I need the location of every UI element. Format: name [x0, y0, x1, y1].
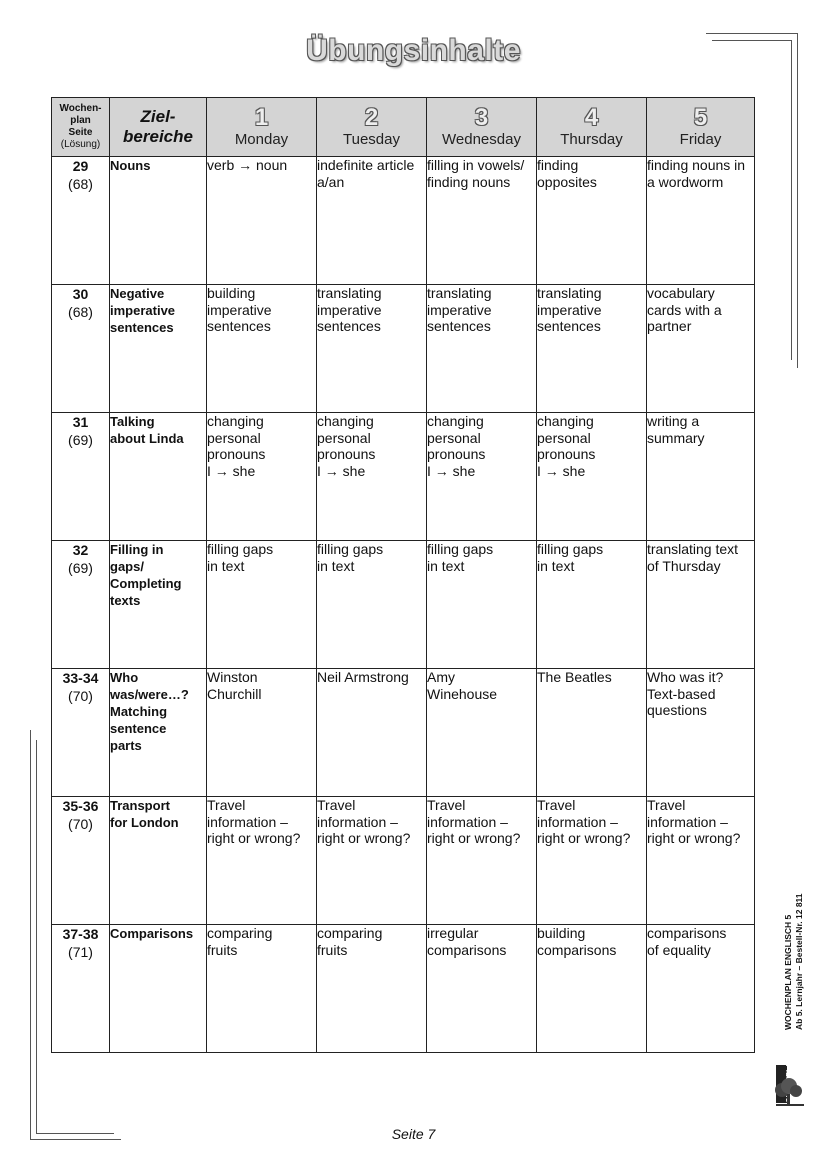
task-cell-day-5: [647, 413, 755, 541]
task-line: vocabulary: [647, 285, 715, 301]
target-area-line: Matching: [110, 704, 168, 719]
task-line: comparisons: [427, 941, 507, 958]
task-line: Churchill: [207, 685, 262, 702]
task-line: comparing: [317, 925, 383, 941]
task-line: I → she: [207, 462, 256, 479]
target-area-line: gaps/: [110, 559, 144, 574]
task-line: a wordworm: [647, 173, 724, 190]
plan-page-cell: [52, 285, 110, 413]
day-number: 5: [693, 104, 708, 131]
task-cell-day-3: [427, 669, 537, 797]
plan-page-cell: [52, 157, 110, 285]
table-row: [52, 797, 755, 925]
task-cell-day-2: [317, 797, 427, 925]
target-area-line: texts: [110, 593, 141, 608]
header-line: Wochen-: [59, 103, 102, 114]
plan-page-number: 32: [72, 542, 89, 558]
target-area-line: Comparisons: [110, 926, 194, 941]
task-cell-day-4: [537, 413, 647, 541]
task-line: comparisons: [647, 925, 727, 941]
task-line: comparisons: [537, 941, 617, 958]
task-cell-day-1: [207, 925, 317, 1053]
task-line: personal: [207, 429, 261, 446]
task-line: filling gaps: [317, 541, 384, 557]
day-name: Thursday: [560, 131, 623, 148]
header-plan-page: [52, 98, 110, 157]
task-cell-day-4: [537, 669, 647, 797]
task-line: Who was it?: [647, 669, 724, 685]
task-line: irregular: [427, 925, 479, 941]
target-area-line: sentences: [110, 320, 174, 335]
solution-page-number: (69): [68, 432, 93, 448]
table-row: [52, 413, 755, 541]
task-cell-day-5: [647, 285, 755, 413]
header-line: (Lösung): [60, 139, 101, 150]
plan-page-number: 33-34: [62, 670, 99, 686]
plan-page-cell: [52, 541, 110, 669]
target-area-line: was/were…?: [110, 687, 189, 702]
task-cell-day-4: [537, 925, 647, 1053]
plan-page-cell: [52, 669, 110, 797]
task-line: changing: [207, 413, 264, 429]
task-line: pronouns: [537, 446, 596, 462]
corner-line: [36, 740, 37, 1133]
task-line: finding nouns in: [647, 157, 746, 173]
solution-page-number: (69): [68, 560, 93, 576]
task-line: finding nouns: [427, 173, 511, 190]
task-line: right or wrong?: [427, 830, 521, 846]
target-area-line: parts: [110, 738, 142, 753]
task-line: filling gaps: [207, 541, 274, 557]
corner-line: [797, 33, 798, 368]
task-line: Travel: [537, 797, 576, 813]
task-line: Winehouse: [427, 685, 498, 702]
target-area-line: Talking: [110, 414, 155, 429]
task-cell-day-3: [427, 541, 537, 669]
task-cell-day-4: [537, 541, 647, 669]
task-line: Travel: [207, 797, 246, 813]
task-line: fruits: [317, 941, 348, 958]
task-line: changing: [427, 413, 484, 429]
task-cell-day-3: [427, 797, 537, 925]
task-line: I → she: [317, 462, 366, 479]
task-cell-day-1: [207, 669, 317, 797]
task-cell-day-5: [647, 157, 755, 285]
task-line: information –: [207, 813, 288, 830]
task-cell-day-1: [207, 797, 317, 925]
target-area-line: Completing: [110, 576, 182, 591]
table-row: [52, 157, 755, 285]
task-cell-day-2: [317, 285, 427, 413]
target-area-line: Nouns: [110, 158, 151, 173]
table-row: [52, 925, 755, 1053]
tree-icon: [770, 1076, 810, 1108]
task-line: in text: [537, 557, 575, 574]
task-line: information –: [427, 813, 508, 830]
header-day-4: [537, 98, 647, 157]
task-cell-day-2: [317, 413, 427, 541]
task-line: Travel: [317, 797, 356, 813]
task-line: verb → noun: [207, 157, 288, 173]
solution-page-number: (71): [68, 944, 93, 960]
day-name: Wednesday: [442, 131, 521, 148]
task-cell-day-2: [317, 541, 427, 669]
task-line: right or wrong?: [317, 830, 411, 846]
task-line: comparing: [207, 925, 273, 941]
task-line: translating: [317, 285, 382, 301]
plan-page-cell: [52, 413, 110, 541]
task-line: translating: [427, 285, 492, 301]
header-target-areas: [110, 98, 207, 157]
corner-line: [30, 730, 31, 1140]
target-area-cell: [110, 285, 207, 413]
table-row: [52, 285, 755, 413]
day-number: 3: [474, 104, 489, 131]
task-cell-day-3: [427, 413, 537, 541]
task-cell-day-5: [647, 797, 755, 925]
task-line: changing: [537, 413, 594, 429]
task-line: questions: [647, 702, 707, 718]
task-cell-day-1: [207, 541, 317, 669]
task-line: right or wrong?: [647, 830, 741, 846]
task-cell-day-2: [317, 157, 427, 285]
target-area-line: Transport: [110, 798, 170, 813]
task-line: I → she: [427, 462, 476, 479]
target-area-cell: [110, 157, 207, 285]
solution-page-number: (68): [68, 304, 93, 320]
page-number: Seite 7: [391, 1126, 436, 1142]
header-line: plan: [70, 115, 91, 126]
day-number: 1: [254, 104, 269, 131]
task-line: of Thursday: [647, 557, 721, 574]
task-cell-day-2: [317, 925, 427, 1053]
header-line: Seite: [68, 127, 93, 138]
task-line: sentences: [427, 318, 491, 334]
task-cell-day-3: [427, 285, 537, 413]
target-area-line: Filling in: [110, 542, 164, 557]
task-line: personal: [427, 429, 481, 446]
solution-page-number: (70): [68, 688, 93, 704]
task-cell-day-2: [317, 669, 427, 797]
task-line: right or wrong?: [207, 830, 301, 846]
task-line: pronouns: [207, 446, 266, 462]
plan-page-number: 29: [72, 158, 89, 174]
header-line: bereiche: [123, 127, 193, 146]
task-line: of equality: [647, 941, 711, 958]
task-line: Travel: [427, 797, 466, 813]
task-cell-day-1: [207, 413, 317, 541]
task-line: Neil Armstrong: [317, 669, 409, 685]
task-line: summary: [647, 429, 705, 446]
side-text-line: Ab 5. Lernjahr – Bestell-Nr. 12 811: [794, 893, 804, 1030]
task-line: information –: [647, 813, 728, 830]
task-cell-day-4: [537, 797, 647, 925]
plan-page-cell: [52, 797, 110, 925]
table-header-row: [52, 98, 755, 157]
task-line: imperative: [317, 301, 382, 318]
task-cell-day-3: [427, 157, 537, 285]
target-area-cell: [110, 669, 207, 797]
target-area-line: for London: [110, 815, 179, 830]
plan-page-number: 35-36: [62, 798, 99, 814]
task-line: partner: [647, 318, 692, 334]
table-row: [52, 669, 755, 797]
target-area-line: sentence: [110, 721, 167, 736]
target-area-line: Negative: [110, 286, 165, 301]
task-line: imperative: [207, 301, 272, 318]
task-cell-day-4: [537, 285, 647, 413]
task-line: imperative: [427, 301, 492, 318]
target-area-line: about Linda: [110, 431, 184, 446]
plan-page-cell: [52, 925, 110, 1053]
header-day-2: [317, 98, 427, 157]
task-line: pronouns: [317, 446, 376, 462]
day-number: 2: [364, 104, 379, 131]
header-line: Ziel-: [140, 107, 176, 126]
target-area-cell: [110, 413, 207, 541]
task-line: in text: [317, 557, 355, 574]
plan-page-number: 31: [72, 414, 89, 430]
solution-page-number: (70): [68, 816, 93, 832]
task-line: finding: [537, 157, 579, 173]
task-line: Travel: [647, 797, 686, 813]
target-area-cell: [110, 797, 207, 925]
header-day-3: [427, 98, 537, 157]
task-line: information –: [317, 813, 398, 830]
task-line: Winston: [207, 669, 258, 685]
task-line: right or wrong?: [537, 830, 631, 846]
task-line: sentences: [207, 318, 271, 334]
task-line: information –: [537, 813, 618, 830]
task-line: translating: [537, 285, 602, 301]
publisher-side-text: [783, 893, 804, 1030]
task-line: fruits: [207, 941, 238, 958]
task-line: building: [207, 285, 256, 301]
table-row: [52, 541, 755, 669]
task-line: in text: [207, 557, 245, 574]
task-line: personal: [537, 429, 591, 446]
target-area-cell: [110, 925, 207, 1053]
task-cell-day-1: [207, 285, 317, 413]
target-area-line: Who: [110, 670, 139, 685]
task-cell-day-4: [537, 157, 647, 285]
task-line: indefinite article: [317, 157, 415, 173]
task-line: sentences: [537, 318, 601, 334]
task-line: I → she: [537, 462, 586, 479]
task-cell-day-1: [207, 157, 317, 285]
day-name: Tuesday: [343, 131, 400, 148]
task-line: personal: [317, 429, 371, 446]
task-line: The Beatles: [537, 669, 612, 685]
task-line: building: [537, 925, 586, 941]
plan-page-number: 30: [72, 286, 89, 302]
task-line: filling gaps: [537, 541, 604, 557]
target-area-line: imperative: [110, 303, 176, 318]
task-line: filling in vowels/: [427, 157, 525, 173]
task-cell-day-3: [427, 925, 537, 1053]
day-number: 4: [584, 104, 599, 131]
target-area-cell: [110, 541, 207, 669]
day-name: Monday: [234, 131, 289, 148]
task-cell-day-5: [647, 925, 755, 1053]
corner-line: [706, 33, 798, 34]
exercise-plan-table: [51, 97, 755, 1053]
header-day-5: [647, 98, 755, 157]
corner-line: [712, 40, 792, 41]
task-cell-day-5: [647, 541, 755, 669]
task-line: changing: [317, 413, 374, 429]
plan-page-number: 37-38: [62, 926, 99, 942]
task-line: opposites: [537, 173, 597, 190]
task-line: Text-based: [647, 685, 716, 702]
task-line: translating text: [647, 541, 739, 557]
task-line: Amy: [427, 669, 455, 685]
task-line: a/an: [317, 173, 345, 190]
solution-page-number: (68): [68, 176, 93, 192]
task-cell-day-5: [647, 669, 755, 797]
task-line: writing a: [647, 413, 700, 429]
corner-line: [791, 40, 792, 360]
page-title: Übungsinhalte: [306, 34, 521, 67]
task-line: sentences: [317, 318, 381, 334]
task-line: pronouns: [427, 446, 486, 462]
side-text-line: WOCHENPLAN ENGLISCH 5: [783, 914, 793, 1030]
task-line: filling gaps: [427, 541, 494, 557]
day-name: Friday: [679, 131, 722, 148]
header-day-1: [207, 98, 317, 157]
task-line: in text: [427, 557, 465, 574]
task-line: cards with a: [647, 301, 722, 318]
task-line: imperative: [537, 301, 602, 318]
